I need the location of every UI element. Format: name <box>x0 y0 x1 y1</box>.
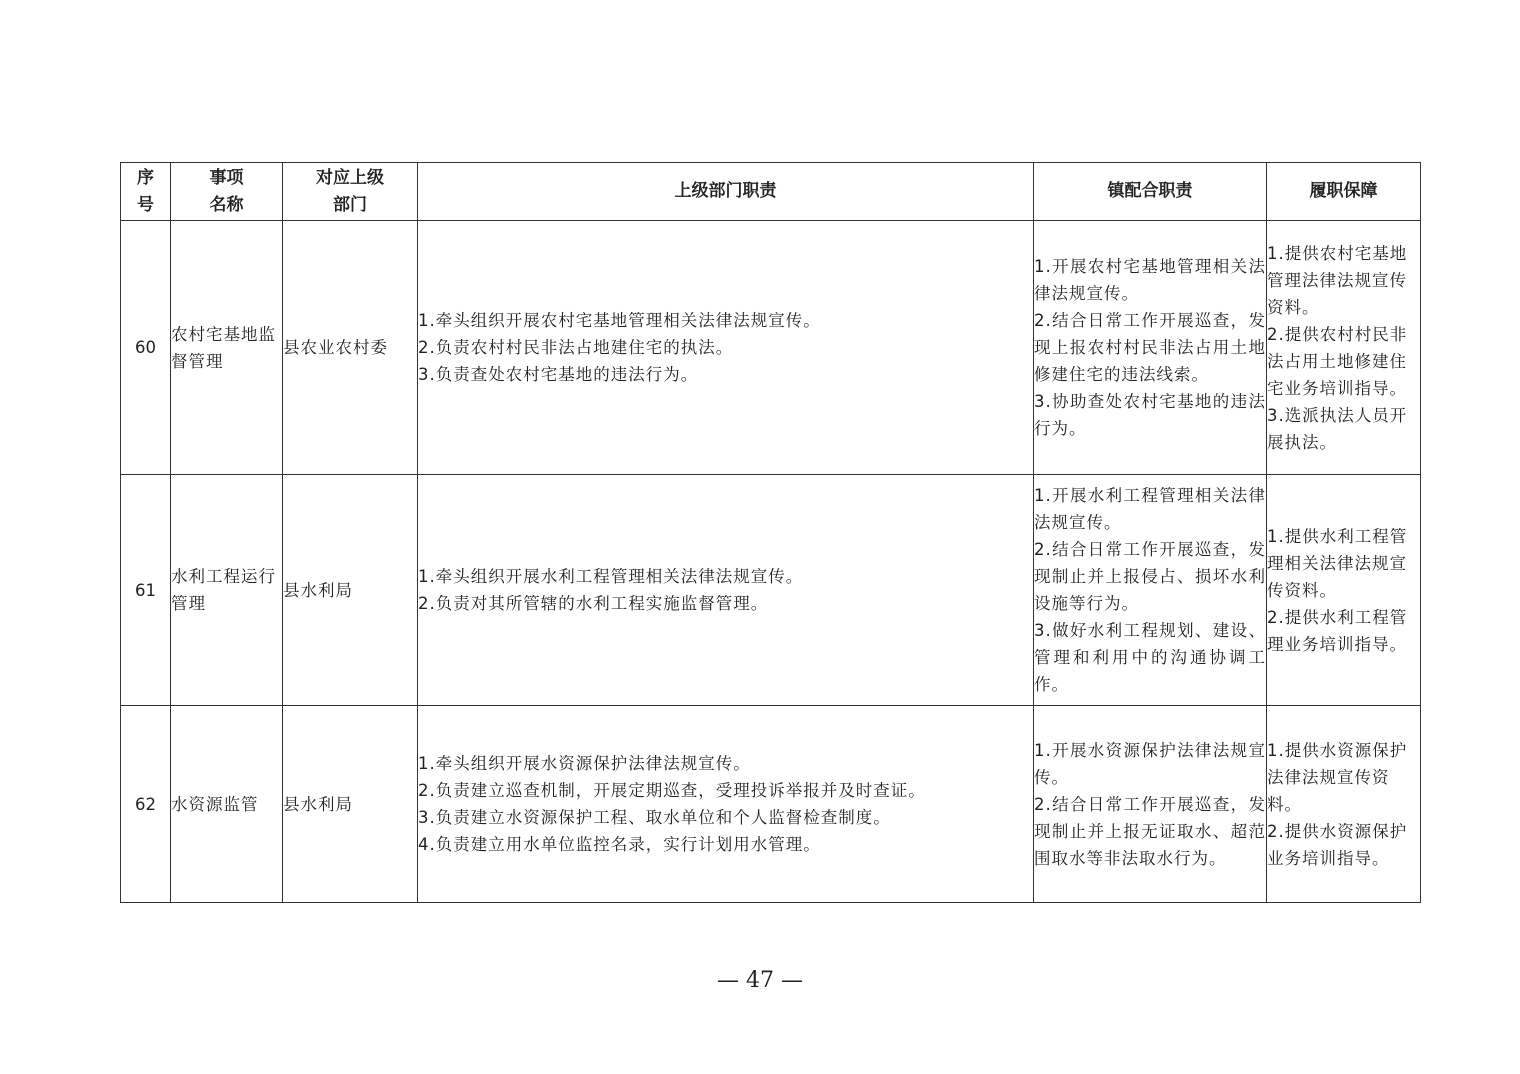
duty-line: 2.负责农村村民非法占地建住宅的执法。 <box>418 338 734 357</box>
header-seq: 序 号 <box>121 163 171 221</box>
row-town-duties <box>1034 475 1267 706</box>
row-item-name: 水利工程运行管理 <box>171 475 283 706</box>
duty-line: 3.做好水利工程规划、建设、管理和利用中的沟通协调工作。 <box>1034 621 1266 694</box>
duty-line: 2.提供农村村民非法占用土地修建住宅业务培训指导。 <box>1267 324 1408 398</box>
row-upper-duties <box>418 221 1034 475</box>
header-department: 对应上级 部门 <box>283 163 418 221</box>
row-seq: 61 <box>121 475 171 706</box>
duty-line: 1.牵头组织开展水利工程管理相关法律法规宣传。 <box>418 567 804 586</box>
row-town-duties <box>1034 221 1267 475</box>
duty-line: 2.结合日常工作开展巡查，发现制止并上报侵占、损坏水利设施等行为。 <box>1034 540 1266 613</box>
table-row <box>121 706 1421 903</box>
duty-table <box>120 162 1421 903</box>
duty-line: 1.开展水资源保护法律法规宣传。 <box>1034 740 1266 787</box>
row-town-duties <box>1034 706 1267 903</box>
row-item-name: 农村宅基地监督管理 <box>171 221 283 475</box>
duty-line: 2.结合日常工作开展巡查，发现制止并上报无证取水、超范围取水等非法取水行为。 <box>1034 794 1266 868</box>
table-row <box>121 475 1421 706</box>
row-guarantee <box>1267 706 1421 903</box>
row-seq: 62 <box>121 706 171 903</box>
duty-line: 3.协助查处农村宅基地的违法行为。 <box>1034 392 1266 438</box>
duty-line: 2.负责建立巡查机制，开展定期巡查，受理投诉举报并及时查证。 <box>418 781 926 800</box>
row-upper-duties <box>418 706 1034 903</box>
header-guarantee: 履职保障 <box>1267 163 1421 221</box>
header-town-duties: 镇配合职责 <box>1034 163 1267 221</box>
duty-line: 1.开展农村宅基地管理相关法律法规宣传。 <box>1034 257 1266 303</box>
row-seq: 60 <box>121 221 171 475</box>
row-department: 县水利局 <box>283 706 418 903</box>
duty-line: 1.开展水利工程管理相关法律法规宣传。 <box>1034 486 1266 532</box>
duty-line: 4.负责建立用水单位监控名录，实行计划用水管理。 <box>418 835 821 854</box>
duty-line: 1.牵头组织开展水资源保护法律法规宣传。 <box>418 754 751 773</box>
duty-line: 2.负责对其所管辖的水利工程实施监督管理。 <box>418 594 769 613</box>
duty-line: 1.提供水利工程管理相关法律法规宣传资料。 <box>1267 526 1408 600</box>
duty-line: 1.提供农村宅基地管理法律法规宣传资料。 <box>1267 243 1408 317</box>
page-number: — 47 — <box>717 968 803 993</box>
row-department: 县水利局 <box>283 475 418 706</box>
row-item-name: 水资源监管 <box>171 706 283 903</box>
table-row <box>121 221 1421 475</box>
row-guarantee <box>1267 475 1421 706</box>
duty-line: 2.提供水利工程管理业务培训指导。 <box>1267 607 1408 654</box>
row-upper-duties <box>418 475 1034 706</box>
row-guarantee <box>1267 221 1421 475</box>
duty-line: 2.结合日常工作开展巡查，发现上报农村村民非法占用土地修建住宅的违法线索。 <box>1034 311 1266 384</box>
header-upper-duties: 上级部门职责 <box>418 163 1034 221</box>
row-department: 县农业农村委 <box>283 221 418 475</box>
duty-line: 1.牵头组织开展农村宅基地管理相关法律法规宣传。 <box>418 311 821 330</box>
duty-line: 1.提供水资源保护法律法规宣传资料。 <box>1267 740 1408 814</box>
duty-line: 2.提供水资源保护业务培训指导。 <box>1267 821 1408 868</box>
duty-line: 3.负责建立水资源保护工程、取水单位和个人监督检查制度。 <box>418 808 891 827</box>
table-header-row <box>121 163 1421 221</box>
duty-line: 3.选派执法人员开展执法。 <box>1267 405 1408 452</box>
duty-line: 3.负责查处农村宅基地的违法行为。 <box>418 365 699 384</box>
header-item-name: 事项 名称 <box>171 163 283 221</box>
